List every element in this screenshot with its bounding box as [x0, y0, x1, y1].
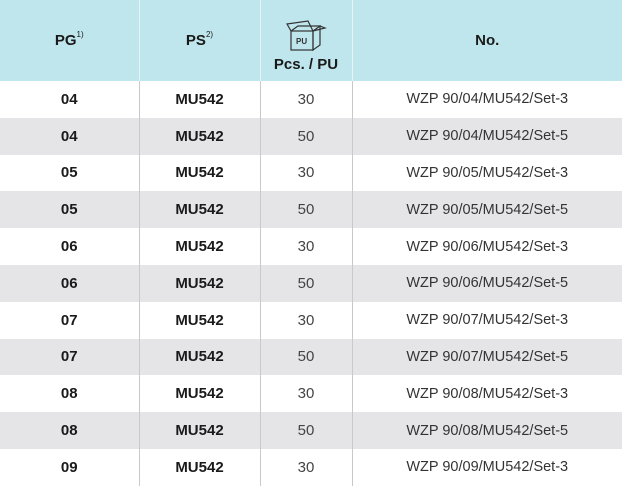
article-number-cell: WZP 90/06/MU542/Set-3 [352, 228, 622, 265]
pg-cell: 08 [0, 412, 139, 449]
ps-cell: MU542 [139, 375, 260, 412]
ps-cell: MU542 [139, 81, 260, 118]
ps-cell: MU542 [139, 339, 260, 376]
header-pcs-per-pu [260, 0, 352, 81]
open-box-icon [284, 20, 328, 52]
pu-icon-label: PU [296, 37, 308, 46]
ps-cell: MU542 [139, 155, 260, 192]
article-number-cell: WZP 90/05/MU542/Set-5 [352, 191, 622, 228]
ps-cell: MU542 [139, 302, 260, 339]
table-header [0, 0, 622, 81]
article-number-cell: WZP 90/04/MU542/Set-5 [352, 118, 622, 155]
article-number-cell: WZP 90/05/MU542/Set-3 [352, 155, 622, 192]
ps-cell: MU542 [139, 118, 260, 155]
pcs-cell: 30 [260, 449, 352, 486]
pg-cell: 05 [60, 164, 78, 182]
table-row [0, 191, 622, 228]
article-number-cell: WZP 90/07/MU542/Set-3 [352, 302, 622, 339]
pcs-cell: 30 [260, 155, 352, 192]
table-row [0, 265, 622, 302]
pcs-cell: 50 [260, 191, 352, 228]
table-row [0, 339, 622, 376]
pg-cell: 06 [0, 265, 139, 302]
table-row [0, 155, 622, 192]
ps-cell: MU542 [139, 265, 260, 302]
header-pcs-label: Pcs. / PU [273, 56, 339, 73]
table-row [0, 375, 622, 412]
pg-cell: 08 [60, 385, 78, 403]
article-number-cell: WZP 90/08/MU542/Set-3 [352, 375, 622, 412]
table-row [0, 81, 622, 118]
pg-cell: 04 [0, 118, 139, 155]
header-ps [139, 0, 260, 81]
pcs-cell: 50 [260, 339, 352, 376]
pg-cell: 09 [60, 458, 78, 476]
table-row [0, 449, 622, 486]
pg-cell: 07 [60, 311, 78, 329]
pcs-cell: 50 [260, 118, 352, 155]
table-row [0, 118, 622, 155]
header-pg [0, 0, 139, 81]
ps-cell: MU542 [139, 191, 260, 228]
article-number-cell: WZP 90/09/MU542/Set-3 [352, 449, 622, 486]
article-number-cell: WZP 90/08/MU542/Set-5 [352, 412, 622, 449]
table-row [0, 412, 622, 449]
pg-cell: 07 [0, 339, 139, 376]
article-number-cell: WZP 90/07/MU542/Set-5 [352, 339, 622, 376]
pcs-cell: 30 [260, 81, 352, 118]
header-pg-label: PG [54, 32, 77, 49]
header-ps-label: PS [185, 32, 206, 49]
article-number-cell: WZP 90/06/MU542/Set-5 [352, 265, 622, 302]
pcs-cell: 30 [260, 228, 352, 265]
pcs-cell: 30 [260, 302, 352, 339]
table-row [0, 302, 622, 339]
table-body [0, 81, 622, 486]
article-number-cell: WZP 90/04/MU542/Set-3 [352, 81, 622, 118]
footnote-1: 1) [76, 30, 84, 39]
pg-cell: 05 [0, 191, 139, 228]
ps-cell: MU542 [139, 228, 260, 265]
ps-cell: MU542 [139, 412, 260, 449]
ps-cell: MU542 [139, 449, 260, 486]
pcs-cell: 30 [260, 375, 352, 412]
footnote-2: 2) [205, 30, 214, 39]
pcs-cell: 50 [260, 412, 352, 449]
table-row [0, 228, 622, 265]
pg-cell: 06 [60, 238, 78, 256]
pg-cell: 04 [60, 90, 78, 108]
header-no: No. [352, 0, 622, 81]
pcs-cell: 50 [260, 265, 352, 302]
